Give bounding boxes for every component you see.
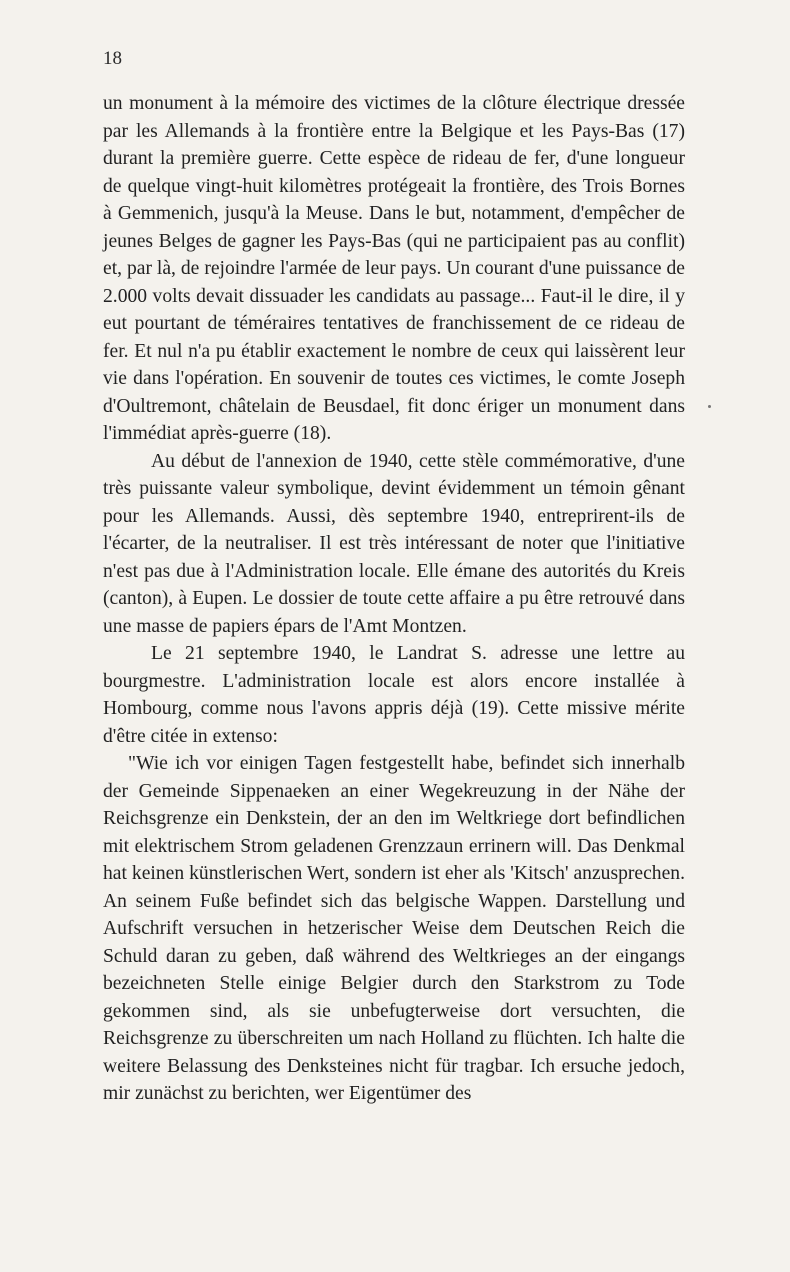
paragraph-monument-intro: un monument à la mémoire des victimes de la clôture électrique dressée par les Allemands à la frontière entre la Belgique et les Pays-Bas (17) durant la première guerre. Cette espèce de rideau de fer, d'une longueur de quelque vingt-huit kilomètres protégeait la frontière, des Trois Bornes à Gemmenich, jusqu'à la Meuse. Dans le but, notamment, d'empêcher de jeunes Belges de gagner les Pays-Bas (qui ne participaient pas au conflit) et, par là, de rejoindre l'armée de leur pays. Un courant d'une puissance de 2.000 volts devait dissuader les candidats au passage... Faut-il le dire, il y eut pourtant de téméraires tentatives de franchissement de ce rideau de fer. Et nul n'a pu établir exactement le nombre de ceux qui laissèrent leur vie dans l'opération. En souvenir de toutes ces victimes, le comte Joseph d'Oultremont, châtelain de Beusdael, fit donc ériger un monument dans l'immédiat après-guerre (18).: [103, 93, 685, 444]
page-number: 18: [103, 48, 122, 69]
body-text: [103, 90, 685, 1108]
paragraph-german-quotation: "Wie ich vor einigen Tagen festgestellt habe, befindet sich innerhalb der Gemeinde Sippenaeken an einer Wegekreuzung in der Nähe der Reichsgrenze ein Denkstein, der an den im Weltkriege dort befindlichen mit elektrischem Strom geladenen Grenzzaun errinern will. Das Denkmal hat keinen künstlerischen Wert, sondern ist eher als 'Kitsch' anzusprechen. An seinem Fuße befindet sich das belgische Wappen. Darstellung und Aufschrift versuchen in hetzerischer Weise dem Deutschen Reich die Schuld daran zu geben, daß während des Weltkrieges an der eingangs bezeichneten Stelle einige Belgier durch den Starkstrom zu Tode gekommen sind, als sie unbefugterweise dort versuchten, die Reichsgrenze zu überschreiten um nach Holland zu flüchten. Ich halte die weitere Belassung des Denksteines nicht für tragbar. Ich ersuche jedoch, mir zunächst zu berichten, wer Eigentümer des: [103, 753, 685, 1104]
paragraph-annexion-1940: Au début de l'annexion de 1940, cette stèle commémorative, d'une très puissante valeur symbolique, devint évidemment un témoin gênant pour les Allemands. Aussi, dès septembre 1940, entreprirent-ils de l'écarter, de la neutraliser. Il est très intéressant de noter que l'initiative n'est pas due à l'Administration locale. Elle émane des autorités du Kreis (canton), à Eupen. Le dossier de toute cette affaire a pu être retrouvé dans une masse de papiers épars de l'Amt Montzen.: [103, 450, 685, 637]
paper-speck: [708, 405, 711, 408]
paragraph-landrat-letter: Le 21 septembre 1940, le Landrat S. adresse une lettre au bourgmestre. L'administration locale est alors encore installée à Hombourg, comme nous l'avons appris déjà (19). Cette missive mérite d'être citée in extenso:: [103, 643, 685, 747]
